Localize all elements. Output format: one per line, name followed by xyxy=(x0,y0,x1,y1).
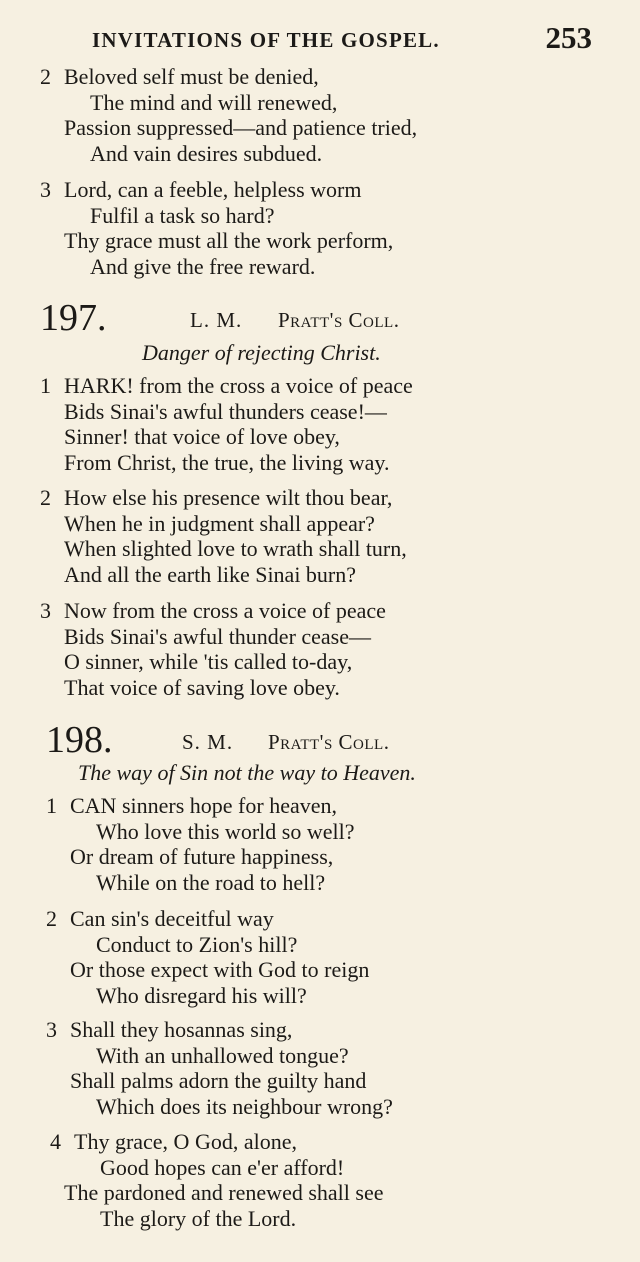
verse-line: Which does its neighbour wrong? xyxy=(96,1093,393,1119)
stanza-number: 2 xyxy=(46,906,57,931)
verse-line: And all the earth like Sinai burn? xyxy=(64,561,357,587)
verse-line: O sinner, while 'tis called to-day, xyxy=(64,649,353,674)
stanza-number: 2 xyxy=(40,485,51,510)
stanza-number: 2 xyxy=(40,64,51,89)
verse-line: Passion suppressed—and patience tried, xyxy=(64,115,418,140)
hymn-197-stanza-2 xyxy=(40,485,407,587)
verse-line: 1 CAN sinners hope for heaven, xyxy=(46,793,337,818)
hymn-198-stanza-2 xyxy=(46,906,369,1008)
page-number: 253 xyxy=(545,20,592,55)
verse-line: Who love this world so well? xyxy=(96,818,355,844)
verse-line: 1 HARK! from the cross a voice of peace xyxy=(40,373,413,398)
stanza-number: 1 xyxy=(46,793,57,818)
verse-line: 2 How else his presence wilt thou bear, xyxy=(40,485,393,510)
meter: L. M. xyxy=(190,308,243,332)
hymn-197-title: Danger of rejecting Christ. xyxy=(142,340,381,365)
verse-line: With an unhallowed tongue? xyxy=(96,1042,349,1068)
source: Pratt's Coll. xyxy=(278,308,400,332)
stanza-number: 3 xyxy=(40,598,51,623)
verse-line: The mind and will renewed, xyxy=(90,89,338,115)
verse-line: And vain desires subdued. xyxy=(90,140,323,166)
verse-line: Sinner! that voice of love obey, xyxy=(64,424,340,449)
verse-line: While on the road to hell? xyxy=(96,869,326,895)
verse-line: Bids Sinai's awful thunders cease!— xyxy=(64,398,387,424)
hymn-number: 197. xyxy=(40,297,107,339)
prev-hymn-stanza-3 xyxy=(40,177,393,279)
verse-line: 2 Can sin's deceitful way xyxy=(46,906,274,931)
meter: S. M. xyxy=(182,730,234,754)
verse-line: 3 Shall they hosannas sing, xyxy=(46,1017,293,1042)
verse-line: When he in judgment shall appear? xyxy=(64,510,375,536)
prev-hymn-stanza-2 xyxy=(40,64,417,166)
stanza-number: 4 xyxy=(50,1129,61,1154)
verse-line: Bids Sinai's awful thunder cease— xyxy=(64,623,372,649)
verse-line: That voice of saving love obey. xyxy=(64,674,340,700)
stanza-number: 1 xyxy=(40,373,51,398)
page-header xyxy=(92,20,592,56)
verse-line: 4 Thy grace, O God, alone, xyxy=(50,1129,297,1154)
verse-line: The glory of the Lord. xyxy=(100,1205,297,1231)
verse-line: And give the free reward. xyxy=(90,253,316,279)
verse-line: The pardoned and renewed shall see xyxy=(64,1180,384,1205)
hymn-198-stanza-1 xyxy=(46,793,354,895)
hymn-197-stanza-1 xyxy=(40,373,413,475)
hymn-197-heading xyxy=(40,296,600,340)
running-head: INVITATIONS OF THE GOSPEL. xyxy=(92,28,440,52)
verse-line: Good hopes can e'er afford! xyxy=(100,1154,345,1180)
verse-line: 2 Beloved self must be denied, xyxy=(40,64,319,89)
hymn-198-stanza-3 xyxy=(46,1017,393,1119)
hymn-198-stanza-4 xyxy=(50,1129,383,1231)
hymn-197-stanza-3 xyxy=(40,598,386,700)
hymn-198-title: The way of Sin not the way to Heaven. xyxy=(78,760,416,785)
verse-line: Conduct to Zion's hill? xyxy=(96,931,298,957)
verse-line: Shall palms adorn the guilty hand xyxy=(70,1068,367,1093)
verse-line: Thy grace must all the work perform, xyxy=(64,228,394,253)
verse-line: When slighted love to wrath shall turn, xyxy=(64,536,407,561)
verse-line: 3 Now from the cross a voice of peace xyxy=(40,598,386,623)
stanza-number: 3 xyxy=(46,1017,57,1042)
stanza-number: 3 xyxy=(40,177,51,202)
verse-line: 3 Lord, can a feeble, helpless worm xyxy=(40,177,362,202)
verse-line: Fulfil a task so hard? xyxy=(90,202,275,228)
verse-line: Or dream of future happiness, xyxy=(70,844,334,869)
hymn-number: 198. xyxy=(46,719,113,761)
hymn-198-heading xyxy=(46,718,606,762)
verse-line: Who disregard his will? xyxy=(96,982,307,1008)
source: Pratt's Coll. xyxy=(268,730,390,754)
verse-line: From Christ, the true, the living way. xyxy=(64,449,390,475)
verse-line: Or those expect with God to reign xyxy=(70,957,370,982)
